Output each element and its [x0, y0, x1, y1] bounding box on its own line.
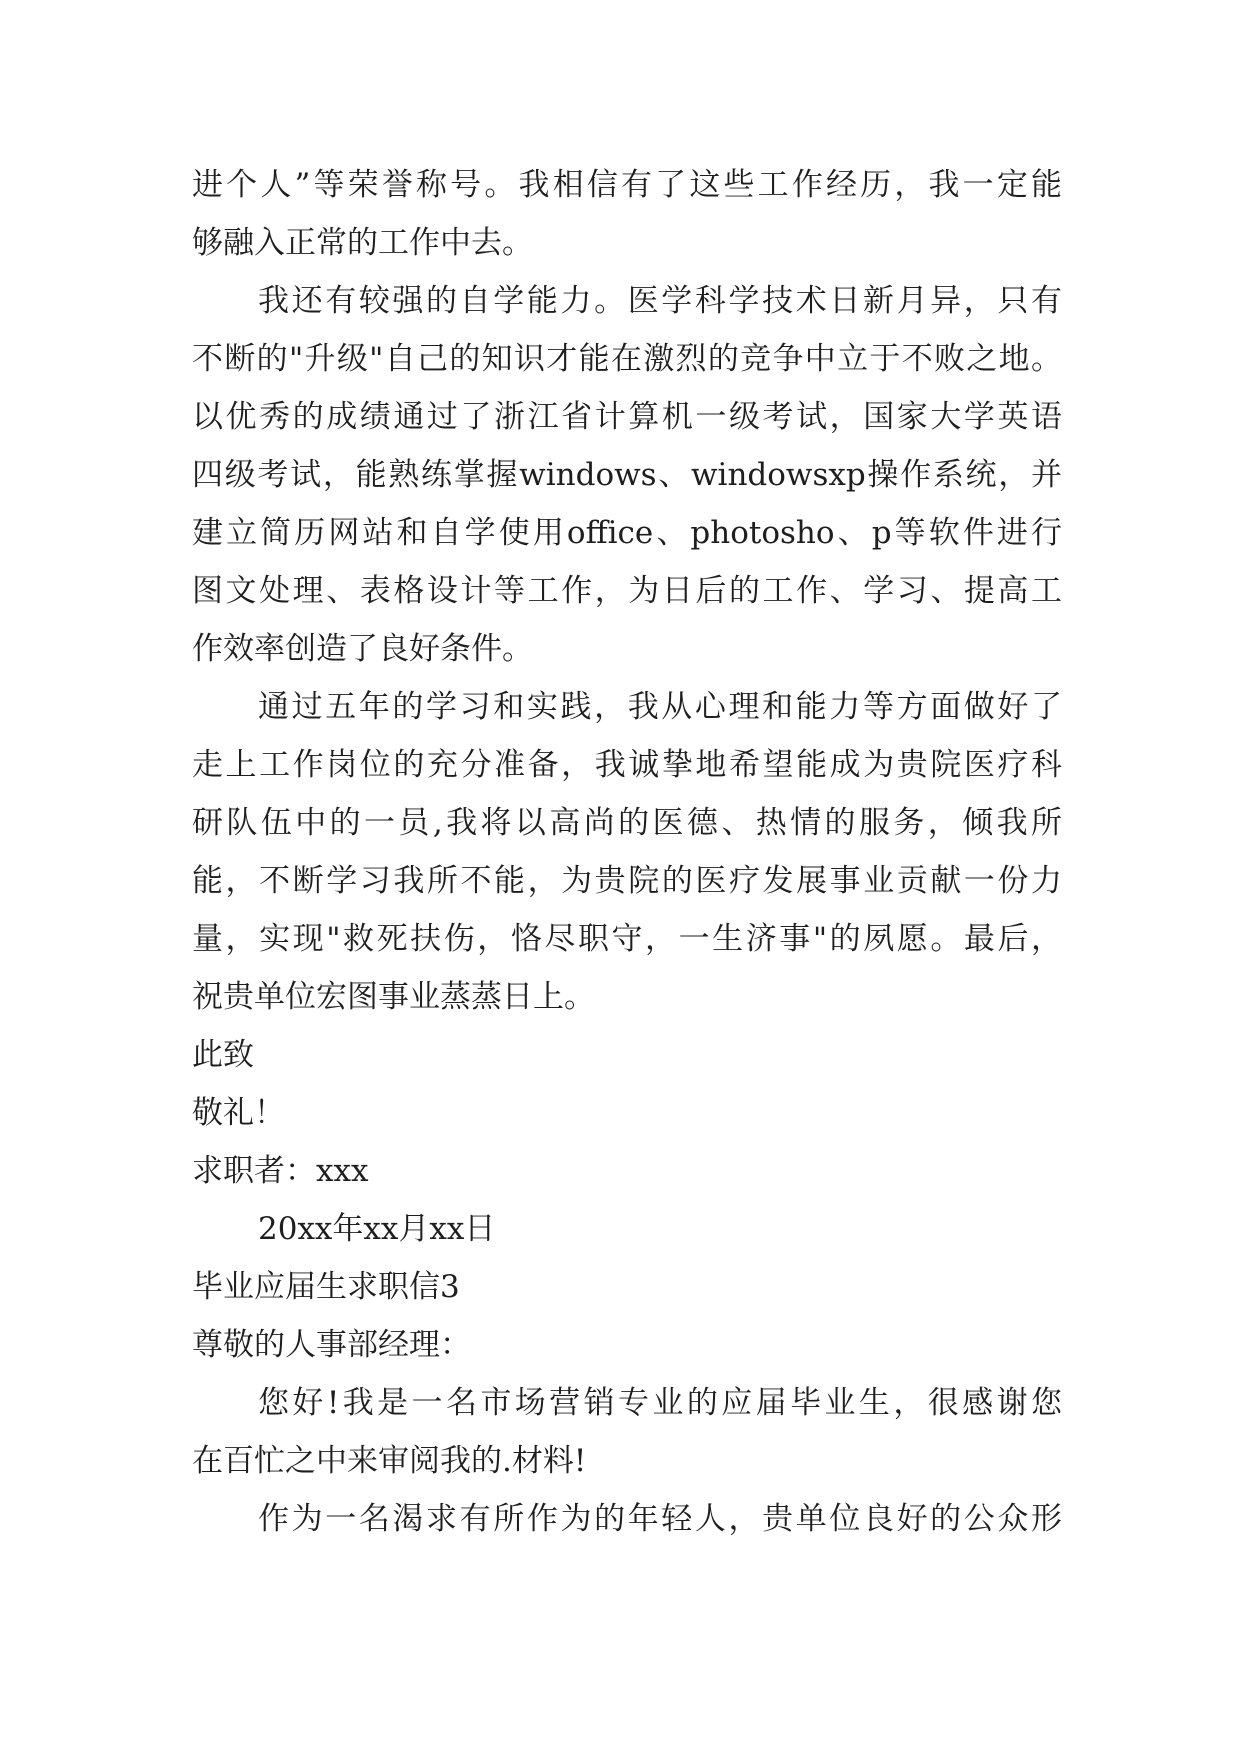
text-line: 图文处理、表格设计等工作，为日后的工作、学习、提高工: [192, 573, 1062, 609]
section-title: 毕业应届生求职信3: [192, 1269, 460, 1305]
paragraph-greeting: [192, 1374, 1062, 1490]
document-page: [192, 156, 1062, 1548]
text-line: 祝贵单位宏图事业蒸蒸日上。: [192, 979, 595, 1015]
text-line: 够融入正常的工作中去。: [192, 225, 533, 261]
text-line: 您好!我是一名市场营销专业的应届毕业生，很感谢您: [258, 1385, 1062, 1421]
paragraph-conclusion: [192, 678, 1062, 1026]
text-line: 通过五年的学习和实践，我从心理和能力等方面做好了: [258, 689, 1062, 725]
text-line: 作效率创造了良好条件。: [192, 631, 533, 667]
signature: 求职者：xxx: [192, 1153, 369, 1189]
text-line: 我还有较强的自学能力。医学科学技术日新月异，只有: [258, 283, 1062, 319]
text-line: 在百忙之中来审阅我的.材料!: [192, 1443, 587, 1479]
salutation: 尊敬的人事部经理：: [192, 1327, 471, 1363]
text-line: 进个人”等荣誉称号。我相信有了这些工作经历，我一定能: [192, 167, 1062, 203]
text-line: 量，实现"救死扶伤，恪尽职守，一生济事"的夙愿。最后，: [192, 921, 1062, 957]
closing-salutation: 此致: [192, 1037, 254, 1073]
text-line: 四级考试，能熟练掌握windows、windowsxp操作系统，并: [192, 457, 1062, 493]
text-line: 研队伍中的一员,我将以高尚的医德、热情的服务，倾我所: [192, 805, 1062, 841]
paragraph-motivation: [192, 1490, 1062, 1548]
letter-date: 20xx年xx月xx日: [258, 1211, 496, 1247]
text-line: 不断的"升级"自己的知识才能在激烈的竞争中立于不败之地。: [192, 341, 1062, 377]
closing-regards: 敬礼！: [192, 1095, 285, 1131]
paragraph-self-study: [192, 272, 1062, 678]
text-line: 建立简历网站和自学使用office、photosho、p等软件进行: [192, 515, 1062, 551]
paragraph-honors: [192, 156, 1062, 272]
text-line: 作为一名渴求有所作为的年轻人，贵单位良好的公众形: [258, 1501, 1062, 1537]
text-line: 以优秀的成绩通过了浙江省计算机一级考试，国家大学英语: [192, 399, 1062, 435]
text-line: 走上工作岗位的充分准备，我诚挚地希望能成为贵院医疗科: [192, 747, 1062, 783]
text-line: 能，不断学习我所不能，为贵院的医疗发展事业贡献一份力: [192, 863, 1062, 899]
